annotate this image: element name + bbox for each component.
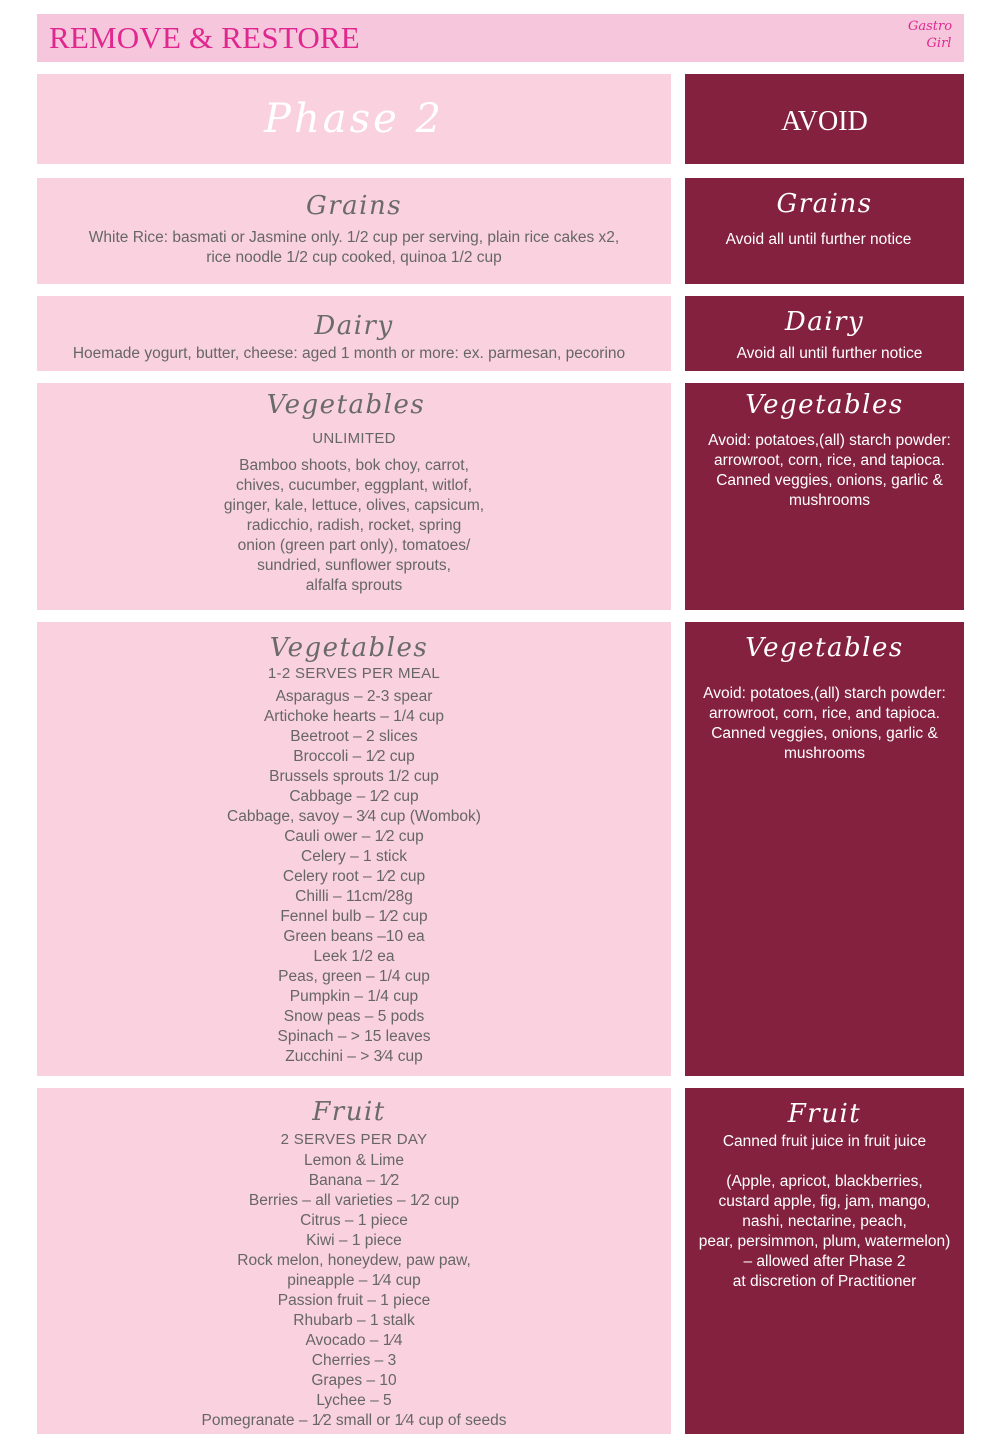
fruit-avoid-panel bbox=[685, 1088, 964, 1434]
avoid-title-panel bbox=[685, 74, 964, 164]
grains-text-line-2: rice noodle 1/2 cup cooked, quinoa 1/2 cup bbox=[206, 249, 502, 266]
list-item: Leek 1/2 ea bbox=[313, 948, 395, 965]
list-item: Kiwi – 1 piece bbox=[306, 1232, 402, 1249]
list-item: nashi, nectarine, peach, bbox=[742, 1213, 907, 1230]
logo-line-2: Girl bbox=[926, 36, 952, 51]
list-item: Cabbage – 1⁄2 cup bbox=[289, 788, 419, 805]
list-item: Chilli – 11cm/28g bbox=[295, 888, 413, 905]
vegetables-serves-avoid-heading: Vegetables bbox=[745, 633, 904, 663]
list-item: Cabbage, savoy – 3⁄4 cup (Wombok) bbox=[227, 808, 481, 825]
list-item: Snow peas – 5 pods bbox=[283, 1008, 425, 1025]
list-item: Rock melon, honeydew, paw paw, bbox=[237, 1252, 471, 1269]
list-item: Artichoke hearts – 1/4 cup bbox=[263, 708, 445, 725]
list-item: mushrooms bbox=[789, 492, 870, 509]
list-item: ginger, kale, lettuce, olives, capsicum, bbox=[223, 497, 485, 514]
list-item: Zucchini – > 3⁄4 cup bbox=[285, 1048, 423, 1065]
list-item: Pomegranate – 1⁄2 small or 1⁄4 cup of seeds bbox=[201, 1412, 507, 1429]
list-item: pineapple – 1⁄4 cup bbox=[287, 1272, 421, 1289]
fruit-subtitle: 2 SERVES PER DAY bbox=[280, 1131, 428, 1148]
list-item: Cherries – 3 bbox=[311, 1352, 397, 1369]
list-item: Avocado – 1⁄4 bbox=[305, 1332, 403, 1349]
list-item: Lemon & Lime bbox=[304, 1152, 404, 1169]
vegetables-unlimited-panel bbox=[37, 383, 671, 610]
list-item: arrowroot, corn, rice, and tapioca. bbox=[714, 452, 945, 469]
vegetables-unlimited-avoid-panel bbox=[685, 383, 964, 610]
vegetables-unlimited-avoid-list bbox=[695, 431, 964, 511]
brand-logo bbox=[902, 18, 958, 60]
list-item: Grapes – 10 bbox=[311, 1372, 397, 1389]
list-item: Avoid: potatoes,(all) starch powder: bbox=[708, 432, 951, 449]
list-item: (Apple, apricot, blackberries, bbox=[726, 1173, 923, 1190]
fruit-avoid-heading: Fruit bbox=[787, 1099, 862, 1129]
list-item: Canned fruit juice in fruit juice bbox=[722, 1133, 927, 1150]
dairy-text: Hoemade yogurt, butter, cheese: aged 1 month or more: ex. parmesan, pecorino bbox=[72, 345, 626, 362]
list-item: Citrus – 1 piece bbox=[300, 1212, 408, 1229]
vegetables-unlimited-heading: Vegetables bbox=[266, 390, 426, 420]
grains-avoid-panel bbox=[685, 178, 964, 284]
grains-panel bbox=[37, 178, 671, 284]
vegetables-serves-subtitle: 1-2 SERVES PER MEAL bbox=[267, 665, 441, 682]
list-item: – allowed after Phase 2 bbox=[743, 1253, 906, 1270]
avoid-title: AVOID bbox=[781, 106, 868, 137]
list-item: Broccoli – 1⁄2 cup bbox=[293, 748, 415, 765]
list-item: arrowroot, corn, rice, and tapioca. bbox=[709, 705, 940, 722]
list-item: Banana – 1⁄2 bbox=[308, 1172, 400, 1189]
vegetables-serves-panel bbox=[37, 622, 671, 1076]
phase-title-panel bbox=[37, 74, 671, 164]
list-item: at discretion of Practitioner bbox=[732, 1273, 917, 1290]
list-item: alfalfa sprouts bbox=[305, 577, 403, 594]
dairy-avoid-heading: Dairy bbox=[784, 307, 865, 337]
list-item: sundried, sunflower sprouts, bbox=[257, 557, 451, 574]
list-item: Rhubarb – 1 stalk bbox=[293, 1312, 415, 1329]
list-item: Celery root – 1⁄2 cup bbox=[282, 868, 426, 885]
list-item: Beetroot – 2 slices bbox=[290, 728, 418, 745]
list-item: Green beans –10 ea bbox=[283, 928, 425, 945]
vegetables-unlimited-avoid-heading: Vegetables bbox=[745, 390, 904, 420]
grains-avoid-text: Avoid all until further notice bbox=[725, 231, 912, 248]
grains-avoid-heading: Grains bbox=[776, 189, 873, 219]
vegetables-serves-list bbox=[37, 687, 671, 1067]
list-item: Pumpkin – 1/4 cup bbox=[289, 988, 419, 1005]
list-item: Canned veggies, onions, garlic & bbox=[716, 472, 943, 489]
vegetables-unlimited-list bbox=[37, 456, 671, 596]
list-item: Lychee – 5 bbox=[316, 1392, 392, 1409]
vegetables-serves-avoid-list bbox=[685, 684, 964, 764]
list-item: Bamboo shoots, bok choy, carrot, bbox=[239, 457, 469, 474]
list-item: pear, persimmon, plum, watermelon) bbox=[698, 1233, 951, 1250]
header-banner bbox=[37, 14, 964, 62]
list-item: Berries – all varieties – 1⁄2 cup bbox=[248, 1192, 460, 1209]
list-item: Canned veggies, onions, garlic & bbox=[711, 725, 938, 742]
list-item: Fennel bulb – 1⁄2 cup bbox=[280, 908, 428, 925]
list-item: Cauli ower – 1⁄2 cup bbox=[284, 828, 424, 845]
grains-heading: Grains bbox=[305, 191, 403, 221]
list-item: Spinach – > 15 leaves bbox=[277, 1028, 431, 1045]
fruit-avoid-list bbox=[685, 1132, 964, 1292]
dairy-avoid-panel bbox=[685, 296, 964, 371]
list-item: mushrooms bbox=[784, 745, 865, 762]
list-item: Asparagus – 2-3 spear bbox=[275, 688, 433, 705]
dairy-avoid-text: Avoid all until further notice bbox=[736, 345, 923, 362]
list-item: Brussels sprouts 1/2 cup bbox=[269, 768, 439, 785]
logo-line-1: Gastro bbox=[907, 19, 953, 34]
list-item: chives, cucumber, eggplant, witlof, bbox=[235, 477, 473, 494]
page-title: REMOVE & RESTORE bbox=[49, 20, 360, 55]
list-item: Peas, green – 1/4 cup bbox=[278, 968, 430, 985]
list-item: Avoid: potatoes,(all) starch powder: bbox=[703, 685, 946, 702]
grains-text-line-1: White Rice: basmati or Jasmine only. 1/2 cup per serving, plain rice cakes x2, bbox=[88, 229, 620, 246]
list-item bbox=[685, 1152, 964, 1172]
list-item: Celery – 1 stick bbox=[301, 848, 407, 865]
vegetables-serves-heading: Vegetables bbox=[269, 633, 429, 663]
fruit-panel bbox=[37, 1088, 671, 1434]
fruit-list bbox=[37, 1151, 671, 1431]
phase-title: Phase 2 bbox=[264, 96, 444, 142]
vegetables-serves-avoid-panel bbox=[685, 622, 964, 1076]
list-item: onion (green part only), tomatoes/ bbox=[237, 537, 471, 554]
fruit-heading: Fruit bbox=[312, 1097, 386, 1127]
dairy-heading: Dairy bbox=[314, 311, 394, 341]
list-item: Passion fruit – 1 piece bbox=[277, 1292, 431, 1309]
list-item: radicchio, radish, rocket, spring bbox=[246, 517, 462, 534]
list-item: custard apple, fig, jam, mango, bbox=[718, 1193, 931, 1210]
vegetables-unlimited-subtitle: UNLIMITED bbox=[312, 430, 396, 447]
dairy-panel bbox=[37, 296, 671, 371]
